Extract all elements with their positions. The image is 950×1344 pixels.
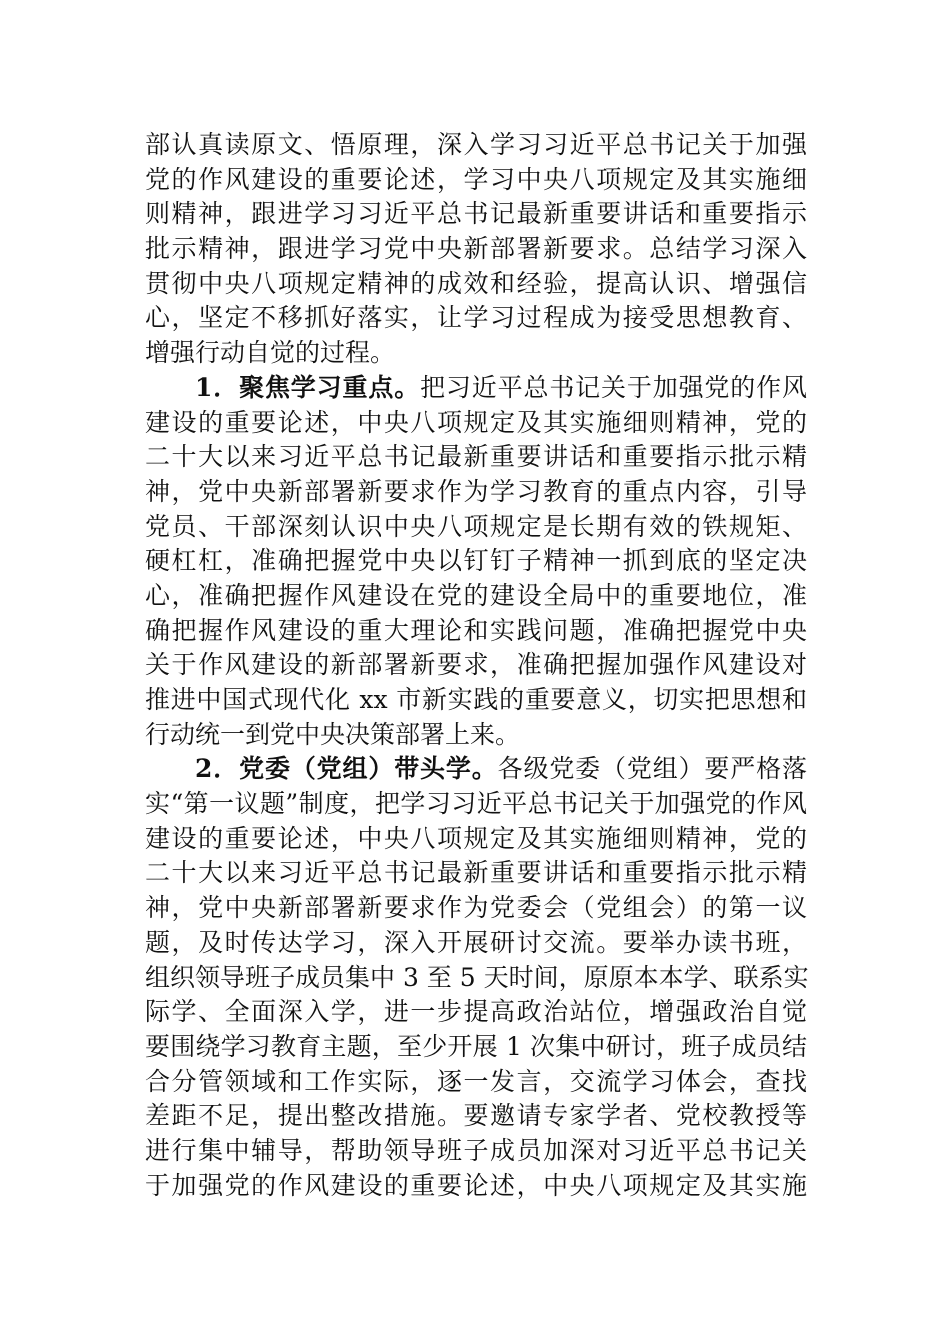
section-heading: 1．聚焦学习重点。 [195, 372, 421, 402]
section-first-line [145, 371, 807, 406]
paragraph-line: 硬杠杠，准确把握党中央以钉钉子精神一抓到底的坚定决 [145, 546, 807, 576]
paragraph-line: 于加强党的作风建设的重要论述，中央八项规定及其实施 [145, 1170, 807, 1200]
paragraph-line: 部认真读原文、悟原理，深入学习习近平总书记关于加强 [145, 130, 807, 159]
section-first-line [145, 752, 807, 787]
paragraph-line: 批示精神，跟进学习党中央新部署新要求。总结学习深入 [145, 234, 807, 264]
paragraph-line: 建设的重要论述，中央八项规定及其实施细则精神，党的 [145, 407, 807, 437]
paragraph-line: 实“第一议题”制度，把学习习近平总书记关于加强党的作风 [145, 789, 807, 819]
paragraph-line: 确把握作风建设的重大理论和实践问题，准确把握党中央 [145, 615, 807, 645]
paragraph-line: 神，党中央新部署新要求作为学习教育的重点内容，引导 [145, 476, 807, 506]
paragraph-line: 党员、干部深刻认识中央八项规定是长期有效的铁规矩、 [145, 511, 807, 541]
document-body [145, 128, 807, 1203]
paragraph-line: 贯彻中央八项规定精神的成效和经验，提高认识、增强信 [145, 268, 807, 298]
paragraph-line: 要围绕学习教育主题，至少开展 1 次集中研讨，班子成员结 [145, 1031, 807, 1061]
paragraph-line: 则精神，跟进学习习近平总书记最新重要讲话和重要指示 [145, 199, 807, 229]
section-heading: 2．党委（党组）带头学。 [195, 754, 498, 784]
paragraph-line: 进行集中辅导，帮助领导班子成员加深对习近平总书记关 [145, 1135, 807, 1165]
paragraph-line: 心，坚定不移抓好落实，让学习过程成为接受思想教育、 [145, 303, 807, 333]
paragraph-line: 组织领导班子成员集中 3 至 5 天时间，原原本本学、联系实 [145, 962, 809, 992]
paragraph-line: 行动统一到党中央决策部署上来。 [145, 719, 521, 749]
paragraph-line: 关于作风建设的新部署新要求，准确把握加强作风建设对 [145, 650, 807, 680]
paragraph-line: 题，及时传达学习，深入开展研讨交流。要举办读书班， [145, 927, 807, 957]
paragraph-line: 建设的重要论述，中央八项规定及其实施细则精神，党的 [145, 823, 807, 853]
paragraph-line: 党的作风建设的重要论述，学习中央八项规定及其实施细 [145, 164, 807, 194]
paragraph-line: 合分管领域和工作实际，逐一发言，交流学习体会，查找 [145, 1066, 807, 1096]
paragraph-line: 二十大以来习近平总书记最新重要讲话和重要指示批示精 [145, 442, 807, 472]
section-first-line-text: 各级党委（党组）要严格落 [497, 754, 807, 784]
paragraph-line: 神，党中央新部署新要求作为党委会（党组会）的第一议 [145, 893, 807, 923]
paragraph-line: 推进中国式现代化 xx 市新实践的重要意义，切实把思想和 [145, 685, 807, 714]
paragraph-line: 际学、全面深入学，进一步提高政治站位，增强政治自觉 [145, 997, 807, 1027]
paragraph-line: 增强行动自觉的过程。 [145, 338, 396, 368]
paragraph-line: 差距不足，提出整改措施。要邀请专家学者、党校教授等 [145, 1101, 807, 1131]
section-first-line-text: 把习近平总书记关于加强党的作风 [420, 372, 807, 402]
paragraph-line: 二十大以来习近平总书记最新重要讲话和重要指示批示精 [145, 858, 807, 888]
paragraph-line: 心，准确把握作风建设在党的建设全局中的重要地位，准 [145, 580, 807, 610]
